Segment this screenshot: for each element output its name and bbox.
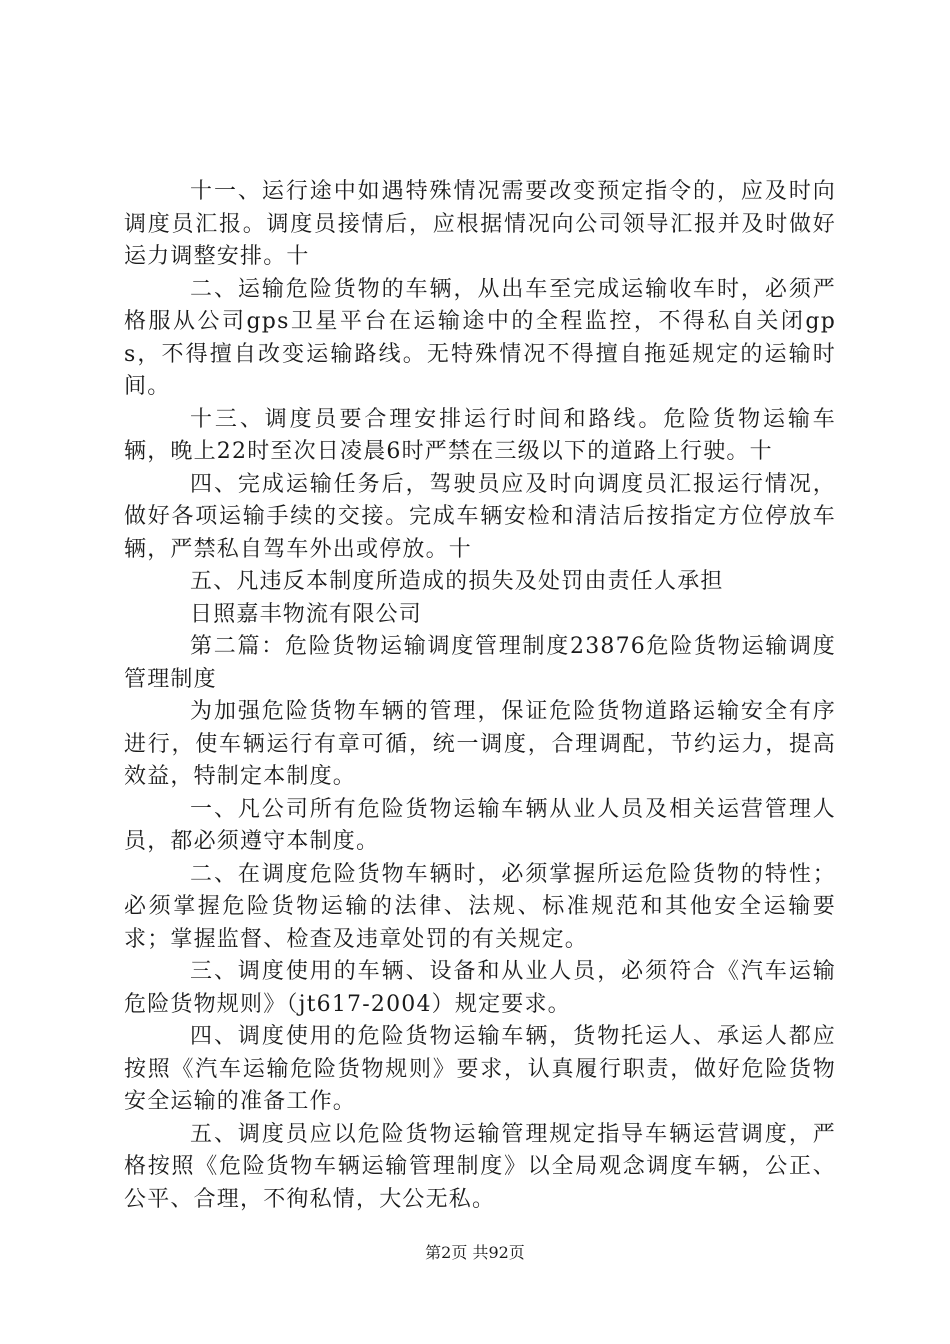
page-number-label: 第2页 共92页 xyxy=(425,1243,525,1262)
document-body xyxy=(124,176,836,1216)
paragraph-1: 一、凡公司所有危险货物运输车辆从业人员及相关运营管理人员，都必须遵守本制度。 xyxy=(124,796,836,854)
paragraph-11: 十一、运行途中如遇特殊情况需要改变预定指令的，应及时向调度员汇报。调度员接情后，应根据情况向公司领导汇报并及时做好运力调整安排。十 xyxy=(124,179,836,269)
paragraph-14: 四、完成运输任务后，驾驶员应及时向调度员汇报运行情况，做好各项运输手续的交接。完成车辆安检和清洁后按指定方位停放车辆，严禁私自驾车外出或停放。十 xyxy=(124,471,836,562)
section-title: 第二篇：危险货物运输调度管理制度23876危险货物运输调度管理制度 xyxy=(124,634,836,692)
paragraph-3: 三、调度使用的车辆、设备和从业人员，必须符合《汽车运输危险货物规则》（jt617-2004）规定要求。 xyxy=(124,959,836,1017)
page-footer xyxy=(0,1240,950,1263)
paragraph-15: 五、凡违反本制度所造成的损失及处罚由责任人承担 xyxy=(190,569,724,594)
paragraph-4: 四、调度使用的危险货物运输车辆，货物托运人、承运人都应按照《汽车运输危险货物规则》要求，认真履行职责，做好危险货物安全运输的准备工作。 xyxy=(124,1024,836,1114)
preamble-paragraph: 为加强危险货物车辆的管理，保证危险货物道路运输安全有序进行，使车辆运行有章可循，统一调度，合理调配，节约运力，提高效益，特制定本制度。 xyxy=(124,699,836,789)
paragraph-13: 十三、调度员要合理安排运行时间和路线。危险货物运输车辆，晚上22时至次日凌晨6时严禁在三级以下的道路上行驶。十 xyxy=(124,406,836,464)
company-name: 日照嘉丰物流有限公司 xyxy=(190,601,423,627)
paragraph-12: 二、运输危险货物的车辆，从出车至完成运输收车时，必须严格服从公司gps卫星平台在运输途中的全程监控，不得私自关闭gps，不得擅自改变运输路线。无特殊情况不得擅自拖延规定的运输时间。 xyxy=(124,276,836,399)
paragraph-2: 二、在调度危险货物车辆时，必须掌握所运危险货物的特性；必须掌握危险货物运输的法律、法规、标准规范和其他安全运输要求；掌握监督、检查及违章处罚的有关规定。 xyxy=(124,861,836,952)
paragraph-5: 五、调度员应以危险货物运输管理规定指导车辆运营调度，严格按照《危险货物车辆运输管理制度》以全局观念调度车辆，公正、公平、合理，不徇私情，大公无私。 xyxy=(124,1121,836,1212)
